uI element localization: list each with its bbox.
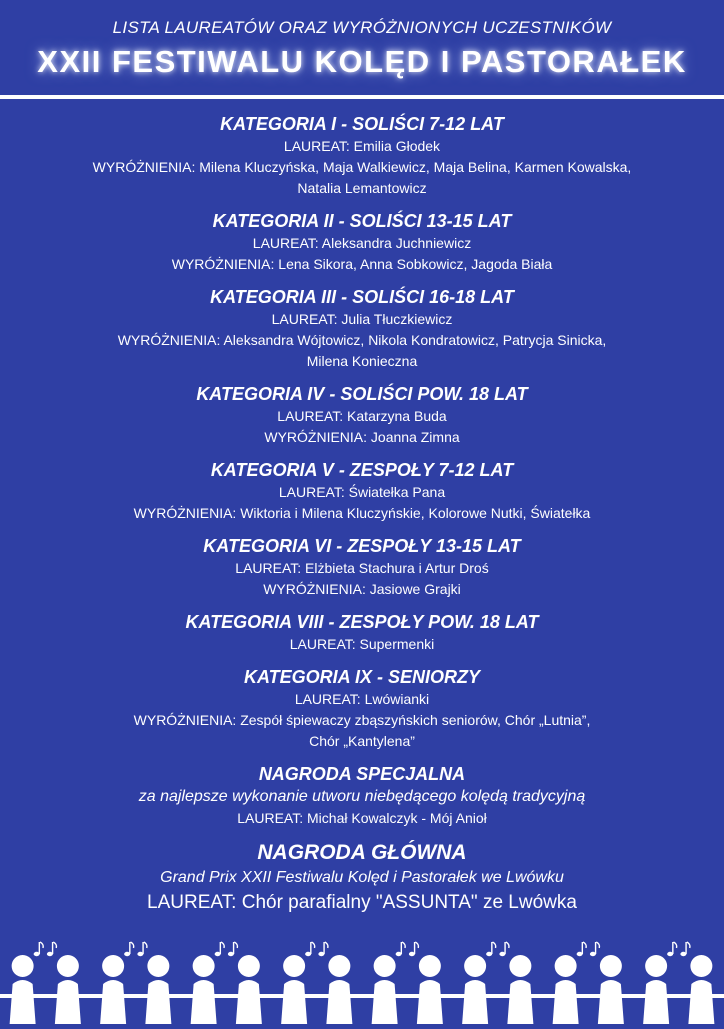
- header-divider: [0, 95, 724, 99]
- child-figure-icon: [372, 942, 406, 1024]
- special-award-laureat: LAUREAT: Michał Kowalczyk - Mój Anioł: [237, 810, 487, 826]
- child-figure-icon: [137, 942, 171, 1024]
- music-note-icon: [215, 942, 225, 956]
- grand-award-title: NAGRODA GŁÓWNA: [257, 841, 467, 864]
- category-title: KATEGORIA VIII - ZESPOŁY POW. 18 LAT: [185, 612, 539, 632]
- category-4: [0, 382, 724, 448]
- music-note-icon: [590, 942, 600, 956]
- music-note-icon: [577, 942, 587, 956]
- child-figure-icon: [47, 942, 81, 1024]
- music-note-icon: [486, 942, 496, 956]
- music-note-icon: [680, 942, 690, 956]
- page-title: XXII FESTIWALU KOLĘD I PASTORAŁEK: [37, 44, 687, 79]
- category-laureat: LAUREAT: Supermenki: [289, 636, 435, 652]
- category-laureat: LAUREAT: Aleksandra Juchniewicz: [252, 235, 472, 251]
- child-figure-icon: [643, 942, 677, 1024]
- child-figure-icon: [100, 942, 134, 1024]
- music-note-icon: [409, 942, 419, 956]
- category-honors: Natalia Lemantowicz: [297, 180, 427, 196]
- category-honors: WYRÓŻNIENIA: Wiktoria i Milena Kluczyńskie, Kolorowe Nutki, Światełka: [133, 505, 591, 521]
- category-8: [0, 610, 724, 655]
- category-5: [0, 458, 724, 524]
- music-note-icon: [305, 942, 315, 956]
- category-laureat: LAUREAT: Katarzyna Buda: [277, 408, 447, 424]
- child-figure-icon: [10, 942, 44, 1024]
- grand-award: [0, 839, 724, 917]
- special-award-description: za najlepsze wykonanie utworu niebędącego kolędą tradycyjną: [138, 788, 586, 805]
- choir-illustration: [0, 936, 724, 1024]
- category-title: KATEGORIA I - SOLIŚCI 7-12 LAT: [220, 114, 504, 134]
- category-honors: WYRÓŻNIENIA: Lena Sikora, Anna Sobkowicz, Jagoda Biała: [171, 256, 553, 272]
- child-figure-icon: [191, 942, 225, 1024]
- category-honors: WYRÓŻNIENIA: Joanna Zimna: [264, 429, 460, 445]
- child-figure-icon: [680, 942, 714, 1024]
- child-figure-icon: [590, 942, 624, 1024]
- category-honors: WYRÓŻNIENIA: Jasiowe Grajki: [263, 581, 461, 597]
- header-subtitle: LISTA LAUREATÓW ORAZ WYRÓŻNIONYCH UCZESTNIKÓW: [112, 18, 612, 37]
- category-laureat: LAUREAT: Lwówianki: [294, 691, 430, 707]
- singing-children-icon: [0, 936, 724, 1024]
- category-title: KATEGORIA II - SOLIŚCI 13-15 LAT: [212, 211, 512, 231]
- grand-award-description: Grand Prix XXII Festiwalu Kolęd i Pastorałek we Lwówku: [160, 869, 564, 886]
- category-title: KATEGORIA V - ZESPOŁY 7-12 LAT: [210, 460, 514, 480]
- child-figure-icon: [318, 942, 352, 1024]
- child-figure-icon: [409, 942, 443, 1024]
- child-figure-icon: [281, 942, 315, 1024]
- category-title: KATEGORIA IV - SOLIŚCI POW. 18 LAT: [196, 384, 528, 404]
- music-note-icon: [318, 942, 328, 956]
- special-award: [0, 762, 724, 829]
- music-note-icon: [47, 942, 57, 956]
- category-honors: Chór „Kantylena”: [309, 733, 415, 749]
- music-note-icon: [137, 942, 147, 956]
- grand-award-laureat: LAUREAT: Chór parafialny "ASSUNTA" ze Lwówka: [147, 892, 577, 913]
- category-3: [0, 285, 724, 372]
- music-note-icon: [34, 942, 44, 956]
- category-title: KATEGORIA III - SOLIŚCI 16-18 LAT: [210, 287, 514, 307]
- category-honors: Milena Konieczna: [306, 353, 418, 369]
- category-1: [0, 112, 724, 199]
- category-title: KATEGORIA VI - ZESPOŁY 13-15 LAT: [203, 536, 521, 556]
- results-list: [0, 112, 724, 927]
- child-figure-icon: [553, 942, 587, 1024]
- category-honors: WYRÓŻNIENIA: Milena Kluczyńska, Maja Walkiewicz, Maja Belina, Karmen Kowalska,: [92, 159, 632, 175]
- category-honors: WYRÓŻNIENIA: Zespół śpiewaczy zbąszyńskich seniorów, Chór „Lutnia”,: [133, 712, 591, 728]
- music-note-icon: [499, 942, 509, 956]
- category-laureat: LAUREAT: Światełka Pana: [278, 484, 446, 500]
- child-figure-icon: [462, 942, 496, 1024]
- category-title: KATEGORIA IX - SENIORZY: [243, 667, 480, 687]
- category-laureat: LAUREAT: Elżbieta Stachura i Artur Droś: [235, 560, 489, 576]
- category-9: [0, 665, 724, 752]
- music-note-icon: [228, 942, 238, 956]
- child-figure-icon: [499, 942, 533, 1024]
- child-figure-icon: [228, 942, 262, 1024]
- category-2: [0, 209, 724, 275]
- special-award-title: NAGRODA SPECJALNA: [258, 764, 466, 784]
- music-note-icon: [396, 942, 406, 956]
- category-honors: WYRÓŻNIENIA: Aleksandra Wójtowicz, Nikola Kondratowicz, Patrycja Sinicka,: [117, 332, 607, 348]
- music-note-icon: [667, 942, 677, 956]
- category-laureat: LAUREAT: Julia Tłuczkiewicz: [271, 311, 453, 327]
- music-note-icon: [124, 942, 134, 956]
- category-laureat: LAUREAT: Emilia Głodek: [283, 138, 441, 154]
- category-6: [0, 534, 724, 600]
